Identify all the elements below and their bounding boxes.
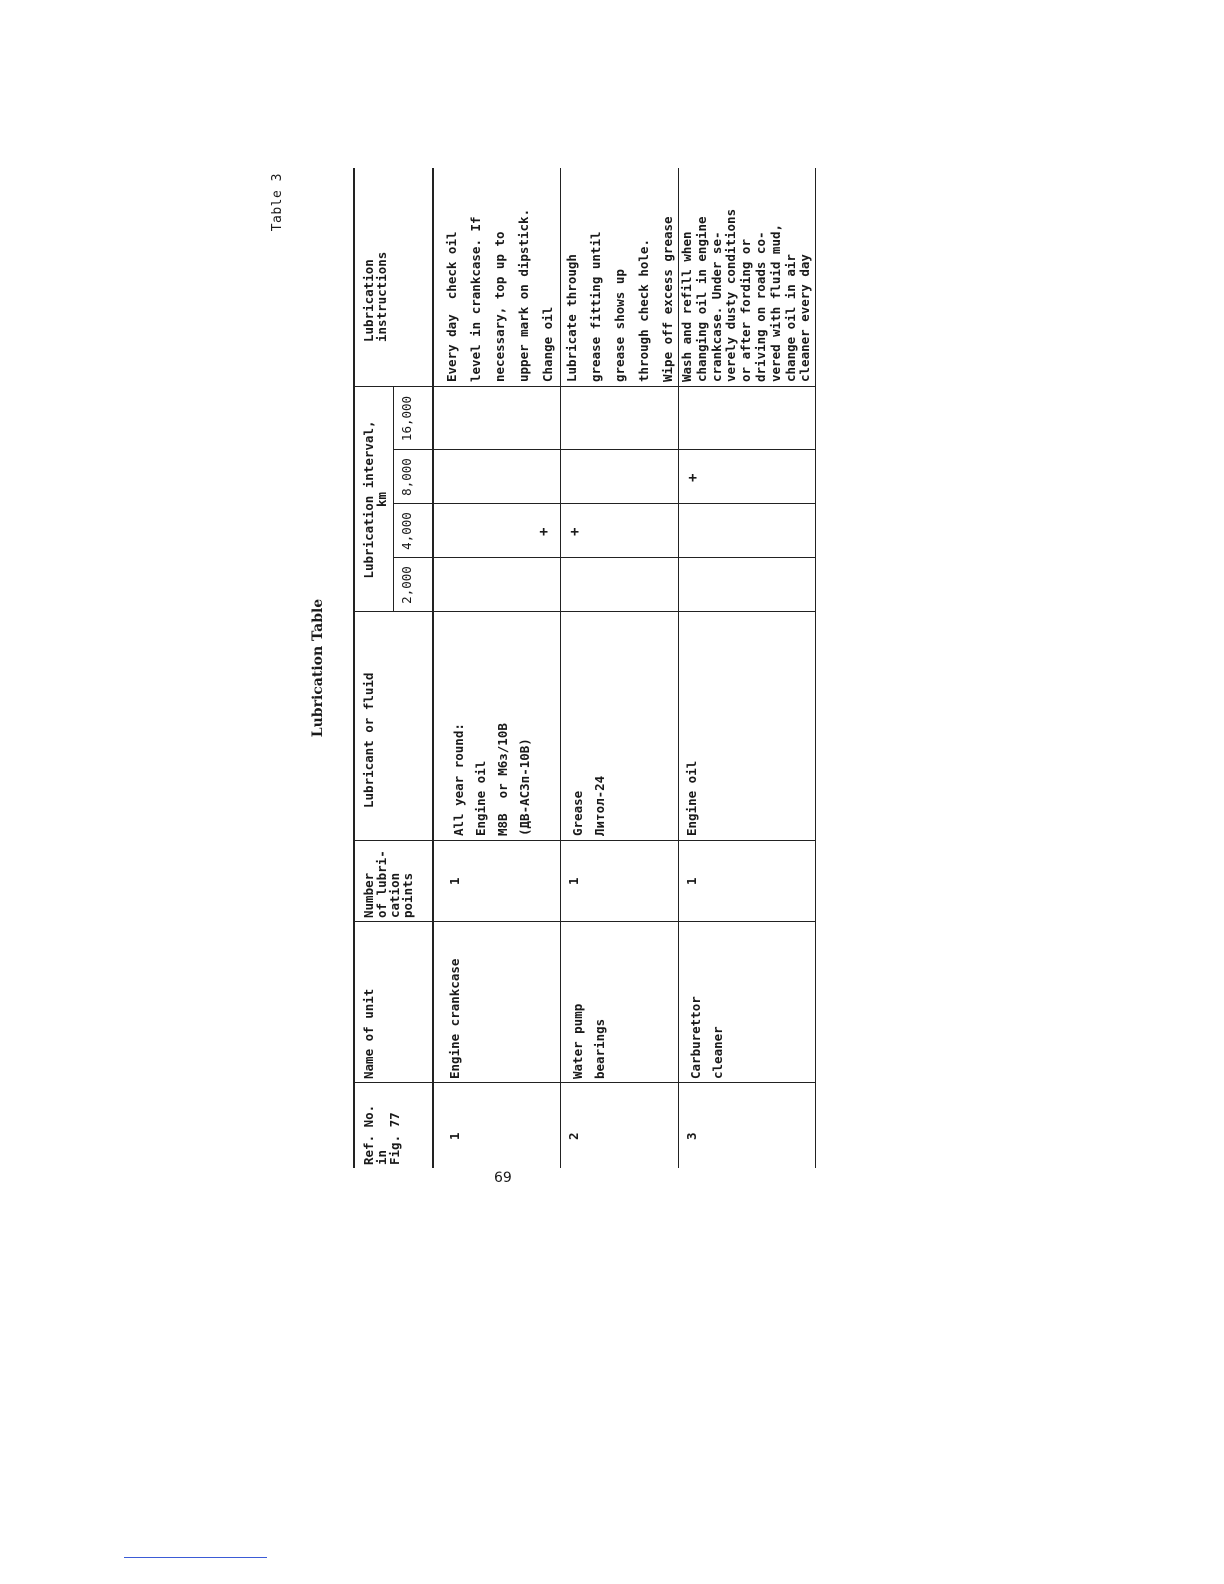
table-bottom-border [815,168,816,1168]
row3-instructions: Wash and refill when changing oil in engine crankcase. Under se- verely dusty conditions or after fording or driving on roads co- vered with fluid mud, change oil in air cleaner every day [679,208,813,382]
row3-lubricant: Engine oil [684,760,699,836]
footnote-rule [124,1557,267,1558]
header-km-16000: 16,000 [399,395,414,442]
page-number: 69 [494,1170,512,1186]
table-title: Lubrication Table [310,598,326,738]
header-interval: Lubrication interval, km [361,420,389,579]
rotated-table-block [270,168,830,1168]
row1-lubricant: All year round: Engine oil М8В or М6з/10В (ДВ-АСЗп-10В) [451,723,532,836]
row3-unit: Carburettor cleaner [688,996,725,1079]
row1-instructions: Every day check oil level in crankcase. If necessary, top up to upper mark on dipstick. Change oil [444,208,555,382]
header-km-4000: 4,000 [399,512,414,550]
row2-mark-4000: + [567,527,583,536]
row3-ref: 3 [684,1132,699,1140]
col-divider-km2000 [393,557,816,558]
row2-unit: Water pump bearings [570,1003,607,1079]
table-number: Table 3 [270,173,285,232]
row2-ref: 2 [566,1132,581,1140]
header-lubricant: Lubricant or fluid [361,672,376,808]
row1-unit: Engine crankcase [447,958,462,1079]
header-instructions: Lubrication instructions [361,251,389,342]
header-km-8000: 8,000 [399,458,414,496]
row1-mark-4000: + [536,527,552,536]
row2-instructions: Lubricate through grease fitting until grease shows up through check hole. Wipe off excess grease [564,216,675,382]
header-points: Number of lubri- cation points [361,850,415,918]
header-km-2000: 2,000 [399,566,414,604]
interval-subheader-rule [393,387,394,612]
col-divider-interval [354,386,816,387]
col-divider-ref [354,1082,816,1083]
row2-points: 1 [566,877,581,885]
row1-ref: 1 [447,1132,462,1140]
row3-points: 1 [684,877,699,885]
row2-lubricant: Grease Литол-24 [570,775,607,836]
col-divider-points [354,840,816,841]
col-divider-unit [354,921,816,922]
header-bottom-rule [432,168,434,1168]
row1-points: 1 [447,877,462,885]
col-divider-km4000 [393,503,816,504]
col-divider-lubricant [354,611,816,612]
col-divider-km8000 [393,449,816,450]
row3-mark-8000: + [685,473,701,482]
header-unit: Name of unit [361,988,376,1079]
header-ref: Ref. No. in Fig. 77 [361,1104,402,1165]
table-top-border [353,168,355,1168]
